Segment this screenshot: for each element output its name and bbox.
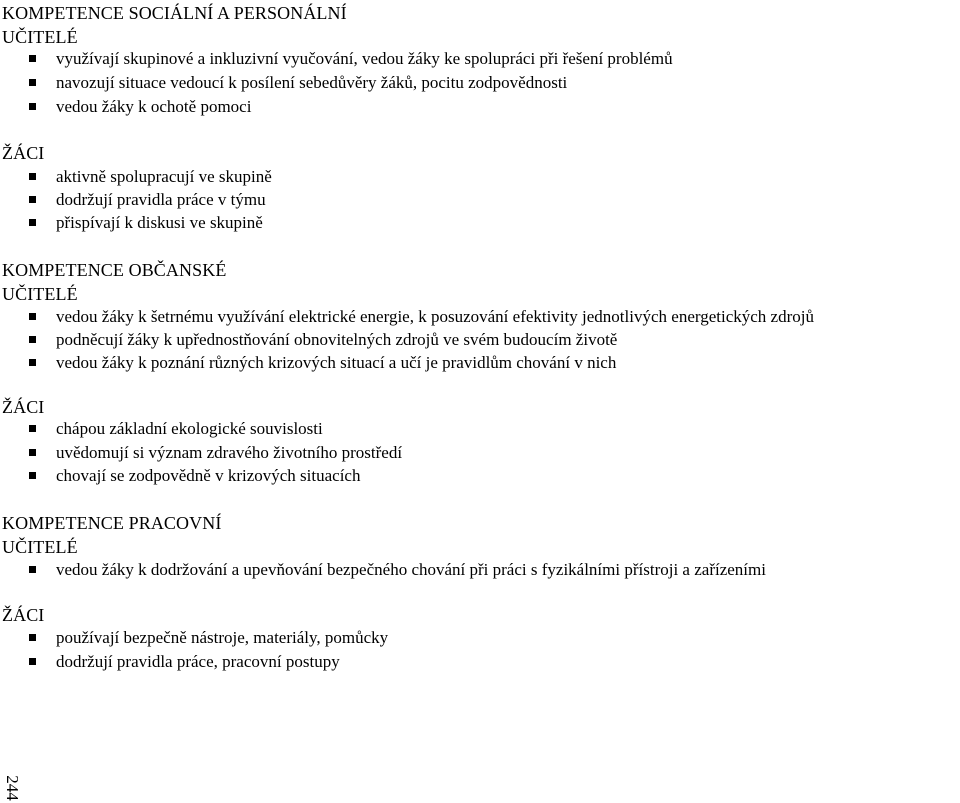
list-item-text: vedou žáky k dodržování a upevňování bezpečného chování při práci s fyzikálními přístroji a zařízeními [56,560,766,579]
list-item-text: navozují situace vedoucí k posílení sebedůvěry žáků, pocitu zodpovědnosti [56,73,568,92]
bullet-square-icon [29,472,36,479]
teachers-label: UČITELÉ [2,284,78,304]
teachers-label: UČITELÉ [2,27,78,47]
students-label: ŽÁCI [2,397,45,417]
bullet-square-icon [29,103,36,110]
students-label: ŽÁCI [2,143,45,163]
list-item-text: dodržují pravidla práce v týmu [56,190,266,209]
list-item-text: chápou základní ekologické souvislosti [56,419,323,438]
section-heading: KOMPETENCE PRACOVNÍ [2,513,222,533]
bullet-square-icon [29,219,36,226]
list-item-text: aktivně spolupracují ve skupině [56,167,272,186]
section-heading: KOMPETENCE OBČANSKÉ [2,260,227,280]
list-item-text: vedou žáky k ochotě pomoci [56,97,252,116]
bullet-square-icon [29,658,36,665]
bullet-square-icon [29,634,36,641]
bullet-square-icon [29,359,36,366]
bullet-square-icon [29,336,36,343]
bullet-square-icon [29,79,36,86]
bullet-square-icon [29,566,36,573]
section-heading: KOMPETENCE SOCIÁLNÍ A PERSONÁLNÍ [2,3,347,23]
list-item-text: vedou žáky k šetrnému využívání elektrické energie, k posuzování efektivity jednotlivých energetických zdrojů [56,307,814,326]
list-item-text: využívají skupinové a inkluzivní vyučování, vedou žáky ke spolupráci při řešení problémů [56,49,673,68]
bullet-square-icon [29,173,36,180]
list-item-text: vedou žáky k poznání různých krizových situací a učí je pravidlům chování v nich [56,353,617,372]
bullet-square-icon [29,313,36,320]
page-number: 244 [3,775,22,801]
list-item-text: používají bezpečně nástroje, materiály, pomůcky [56,628,389,647]
list-item-text: podněcují žáky k upřednostňování obnovitelných zdrojů ve svém budoucím životě [56,330,618,349]
bullet-square-icon [29,425,36,432]
bullet-square-icon [29,449,36,456]
list-item-text: přispívají k diskusi ve skupině [56,213,263,232]
list-item-text: dodržují pravidla práce, pracovní postupy [56,652,340,671]
bullet-square-icon [29,196,36,203]
list-item-text: uvědomují si význam zdravého životního prostředí [56,443,403,462]
students-label: ŽÁCI [2,605,45,625]
bullet-square-icon [29,55,36,62]
teachers-label: UČITELÉ [2,537,78,557]
list-item-text: chovají se zodpovědně v krizových situacích [56,466,361,485]
